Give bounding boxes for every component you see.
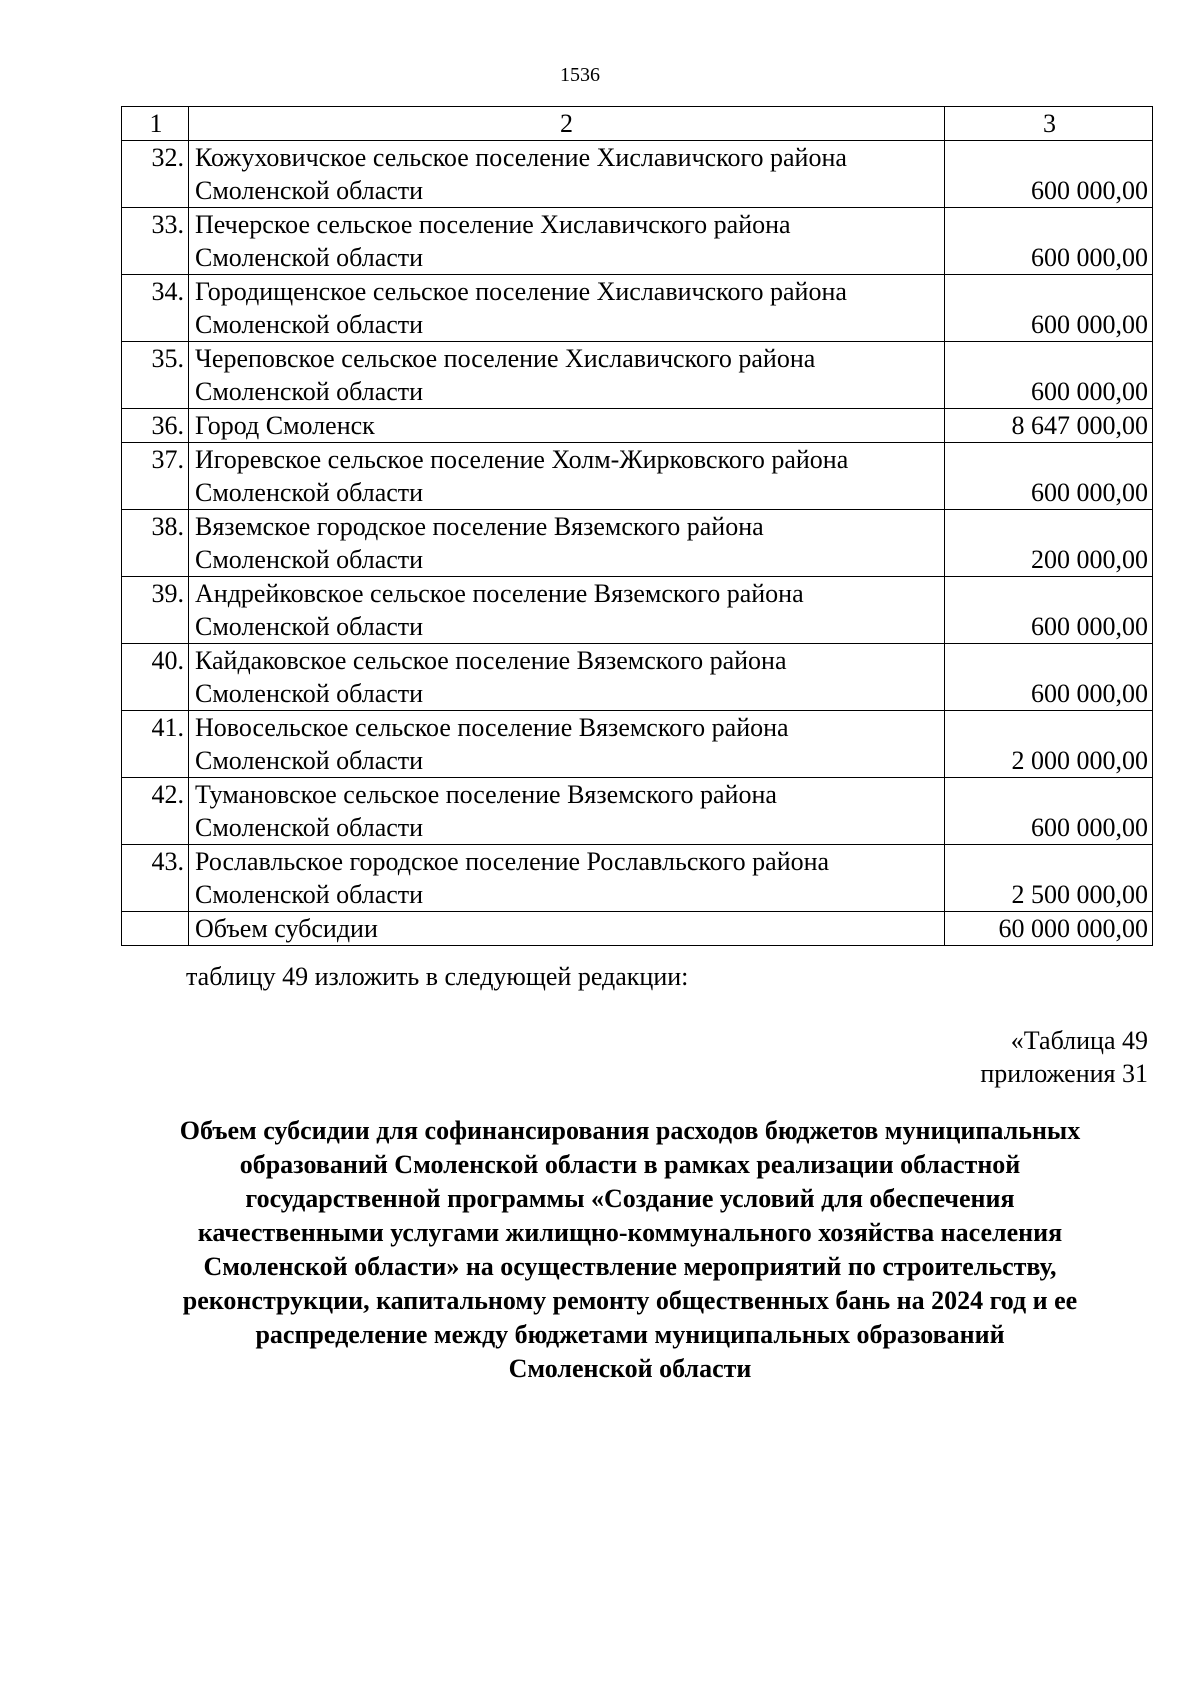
subsidy-amount: 600 000,00 — [945, 778, 1153, 845]
municipality-name — [189, 409, 945, 443]
table-row — [122, 577, 1153, 644]
municipality-name-line2: Смоленской области — [195, 377, 424, 406]
municipality-name-line2: Смоленской области — [195, 176, 424, 205]
table-row — [122, 275, 1153, 342]
title-line: Объем субсидии для софинансирования расходов бюджетов муниципальных — [179, 1116, 1081, 1145]
row-number: 38. — [122, 510, 189, 577]
title-line: реконструкции, капитальному ремонту общественных бань на 2024 год и ее — [182, 1286, 1078, 1315]
municipality-name-line2: Смоленской области — [195, 746, 424, 775]
table-row — [122, 141, 1153, 208]
table-row — [122, 778, 1153, 845]
column-header-2: 2 — [189, 107, 945, 141]
municipality-name — [189, 275, 945, 342]
municipality-name-line1: Кожуховичское сельское поселение Хиславичского района — [195, 143, 847, 172]
table-row — [122, 845, 1153, 912]
table-header-row — [122, 107, 1153, 141]
table-row — [122, 443, 1153, 510]
subsidy-amount: 600 000,00 — [945, 342, 1153, 409]
subsidy-amount: 600 000,00 — [945, 208, 1153, 275]
document-title — [120, 1114, 1140, 1386]
municipality-name — [189, 778, 945, 845]
row-number: 36. — [122, 409, 189, 443]
municipality-name-line1: Рославльское городское поселение Рославльского района — [195, 847, 830, 876]
municipality-name — [189, 510, 945, 577]
column-header-1: 1 — [122, 107, 189, 141]
title-line: государственной программы «Создание условий для обеспечения — [245, 1184, 1015, 1213]
title-line: образований Смоленской области в рамках реализации областной — [239, 1150, 1021, 1179]
municipality-name-line1: Город Смоленск — [195, 411, 375, 440]
row-number: 40. — [122, 644, 189, 711]
row-number: 34. — [122, 275, 189, 342]
municipality-name-line2: Смоленской области — [195, 243, 424, 272]
subsidy-table — [121, 106, 1153, 946]
subsidy-amount: 2 000 000,00 — [945, 711, 1153, 778]
total-row — [122, 912, 1153, 946]
subsidy-amount: 200 000,00 — [945, 510, 1153, 577]
table-row — [122, 644, 1153, 711]
row-number: 32. — [122, 141, 189, 208]
row-number: 41. — [122, 711, 189, 778]
title-line: Смоленской области» на осуществление мероприятий по строительству, — [203, 1252, 1057, 1281]
column-header-3: 3 — [945, 107, 1153, 141]
row-number: 33. — [122, 208, 189, 275]
total-empty-cell — [122, 912, 189, 946]
municipality-name — [189, 644, 945, 711]
total-label: Объем субсидии — [189, 912, 945, 946]
table-row — [122, 342, 1153, 409]
row-number: 42. — [122, 778, 189, 845]
municipality-name-line1: Печерское сельское поселение Хиславичского района — [195, 210, 791, 239]
municipality-name-line2: Смоленской области — [195, 478, 424, 507]
subsidy-amount: 600 000,00 — [945, 443, 1153, 510]
municipality-name-line1: Андрейковское сельское поселение Вяземского района — [195, 579, 804, 608]
title-line: качественными услугами жилищно-коммунального хозяйства населения — [197, 1218, 1063, 1247]
municipality-name-line2: Смоленской области — [195, 310, 424, 339]
total-amount: 60 000 000,00 — [945, 912, 1153, 946]
municipality-name-line2: Смоленской области — [195, 880, 424, 909]
municipality-name — [189, 342, 945, 409]
municipality-name-line1: Тумановское сельское поселение Вяземского района — [195, 780, 777, 809]
municipality-name-line2: Смоленской области — [195, 679, 424, 708]
subsidy-amount: 8 647 000,00 — [945, 409, 1153, 443]
row-number: 43. — [122, 845, 189, 912]
municipality-name-line1: Новосельское сельское поселение Вяземского района — [195, 713, 789, 742]
municipality-name — [189, 141, 945, 208]
municipality-name — [189, 208, 945, 275]
municipality-name-line2: Смоленской области — [195, 545, 424, 574]
page-number: 1536 — [560, 64, 600, 86]
municipality-name-line1: Городищенское сельское поселение Хиславичского района — [195, 277, 847, 306]
table-row — [122, 510, 1153, 577]
instruction-text: таблицу 49 изложить в следующей редакции: — [186, 962, 689, 991]
table-row — [122, 711, 1153, 778]
municipality-name — [189, 577, 945, 644]
table-row — [122, 409, 1153, 443]
row-number: 37. — [122, 443, 189, 510]
municipality-name-line1: Кайдаковское сельское поселение Вяземского района — [195, 646, 787, 675]
subsidy-amount: 600 000,00 — [945, 141, 1153, 208]
municipality-name — [189, 443, 945, 510]
subsidy-amount: 600 000,00 — [945, 577, 1153, 644]
row-number: 35. — [122, 342, 189, 409]
municipality-name-line1: Игоревское сельское поселение Холм-Жирковского района — [195, 445, 849, 474]
municipality-name-line1: Череповское сельское поселение Хиславичского района — [195, 344, 816, 373]
table-reference-line2: приложения 31 — [980, 1059, 1148, 1088]
subsidy-amount: 600 000,00 — [945, 275, 1153, 342]
municipality-name-line1: Вяземское городское поселение Вяземского района — [195, 512, 764, 541]
municipality-name-line2: Смоленской области — [195, 813, 424, 842]
table-reference-line1: «Таблица 49 — [1010, 1026, 1148, 1055]
subsidy-amount: 600 000,00 — [945, 644, 1153, 711]
table-row — [122, 208, 1153, 275]
row-number: 39. — [122, 577, 189, 644]
municipality-name — [189, 711, 945, 778]
title-line: распределение между бюджетами муниципальных образований — [255, 1320, 1005, 1349]
subsidy-amount: 2 500 000,00 — [945, 845, 1153, 912]
municipality-name — [189, 845, 945, 912]
table-reference — [748, 1024, 1148, 1090]
title-line: Смоленской области — [508, 1354, 752, 1383]
municipality-name-line2: Смоленской области — [195, 612, 424, 641]
